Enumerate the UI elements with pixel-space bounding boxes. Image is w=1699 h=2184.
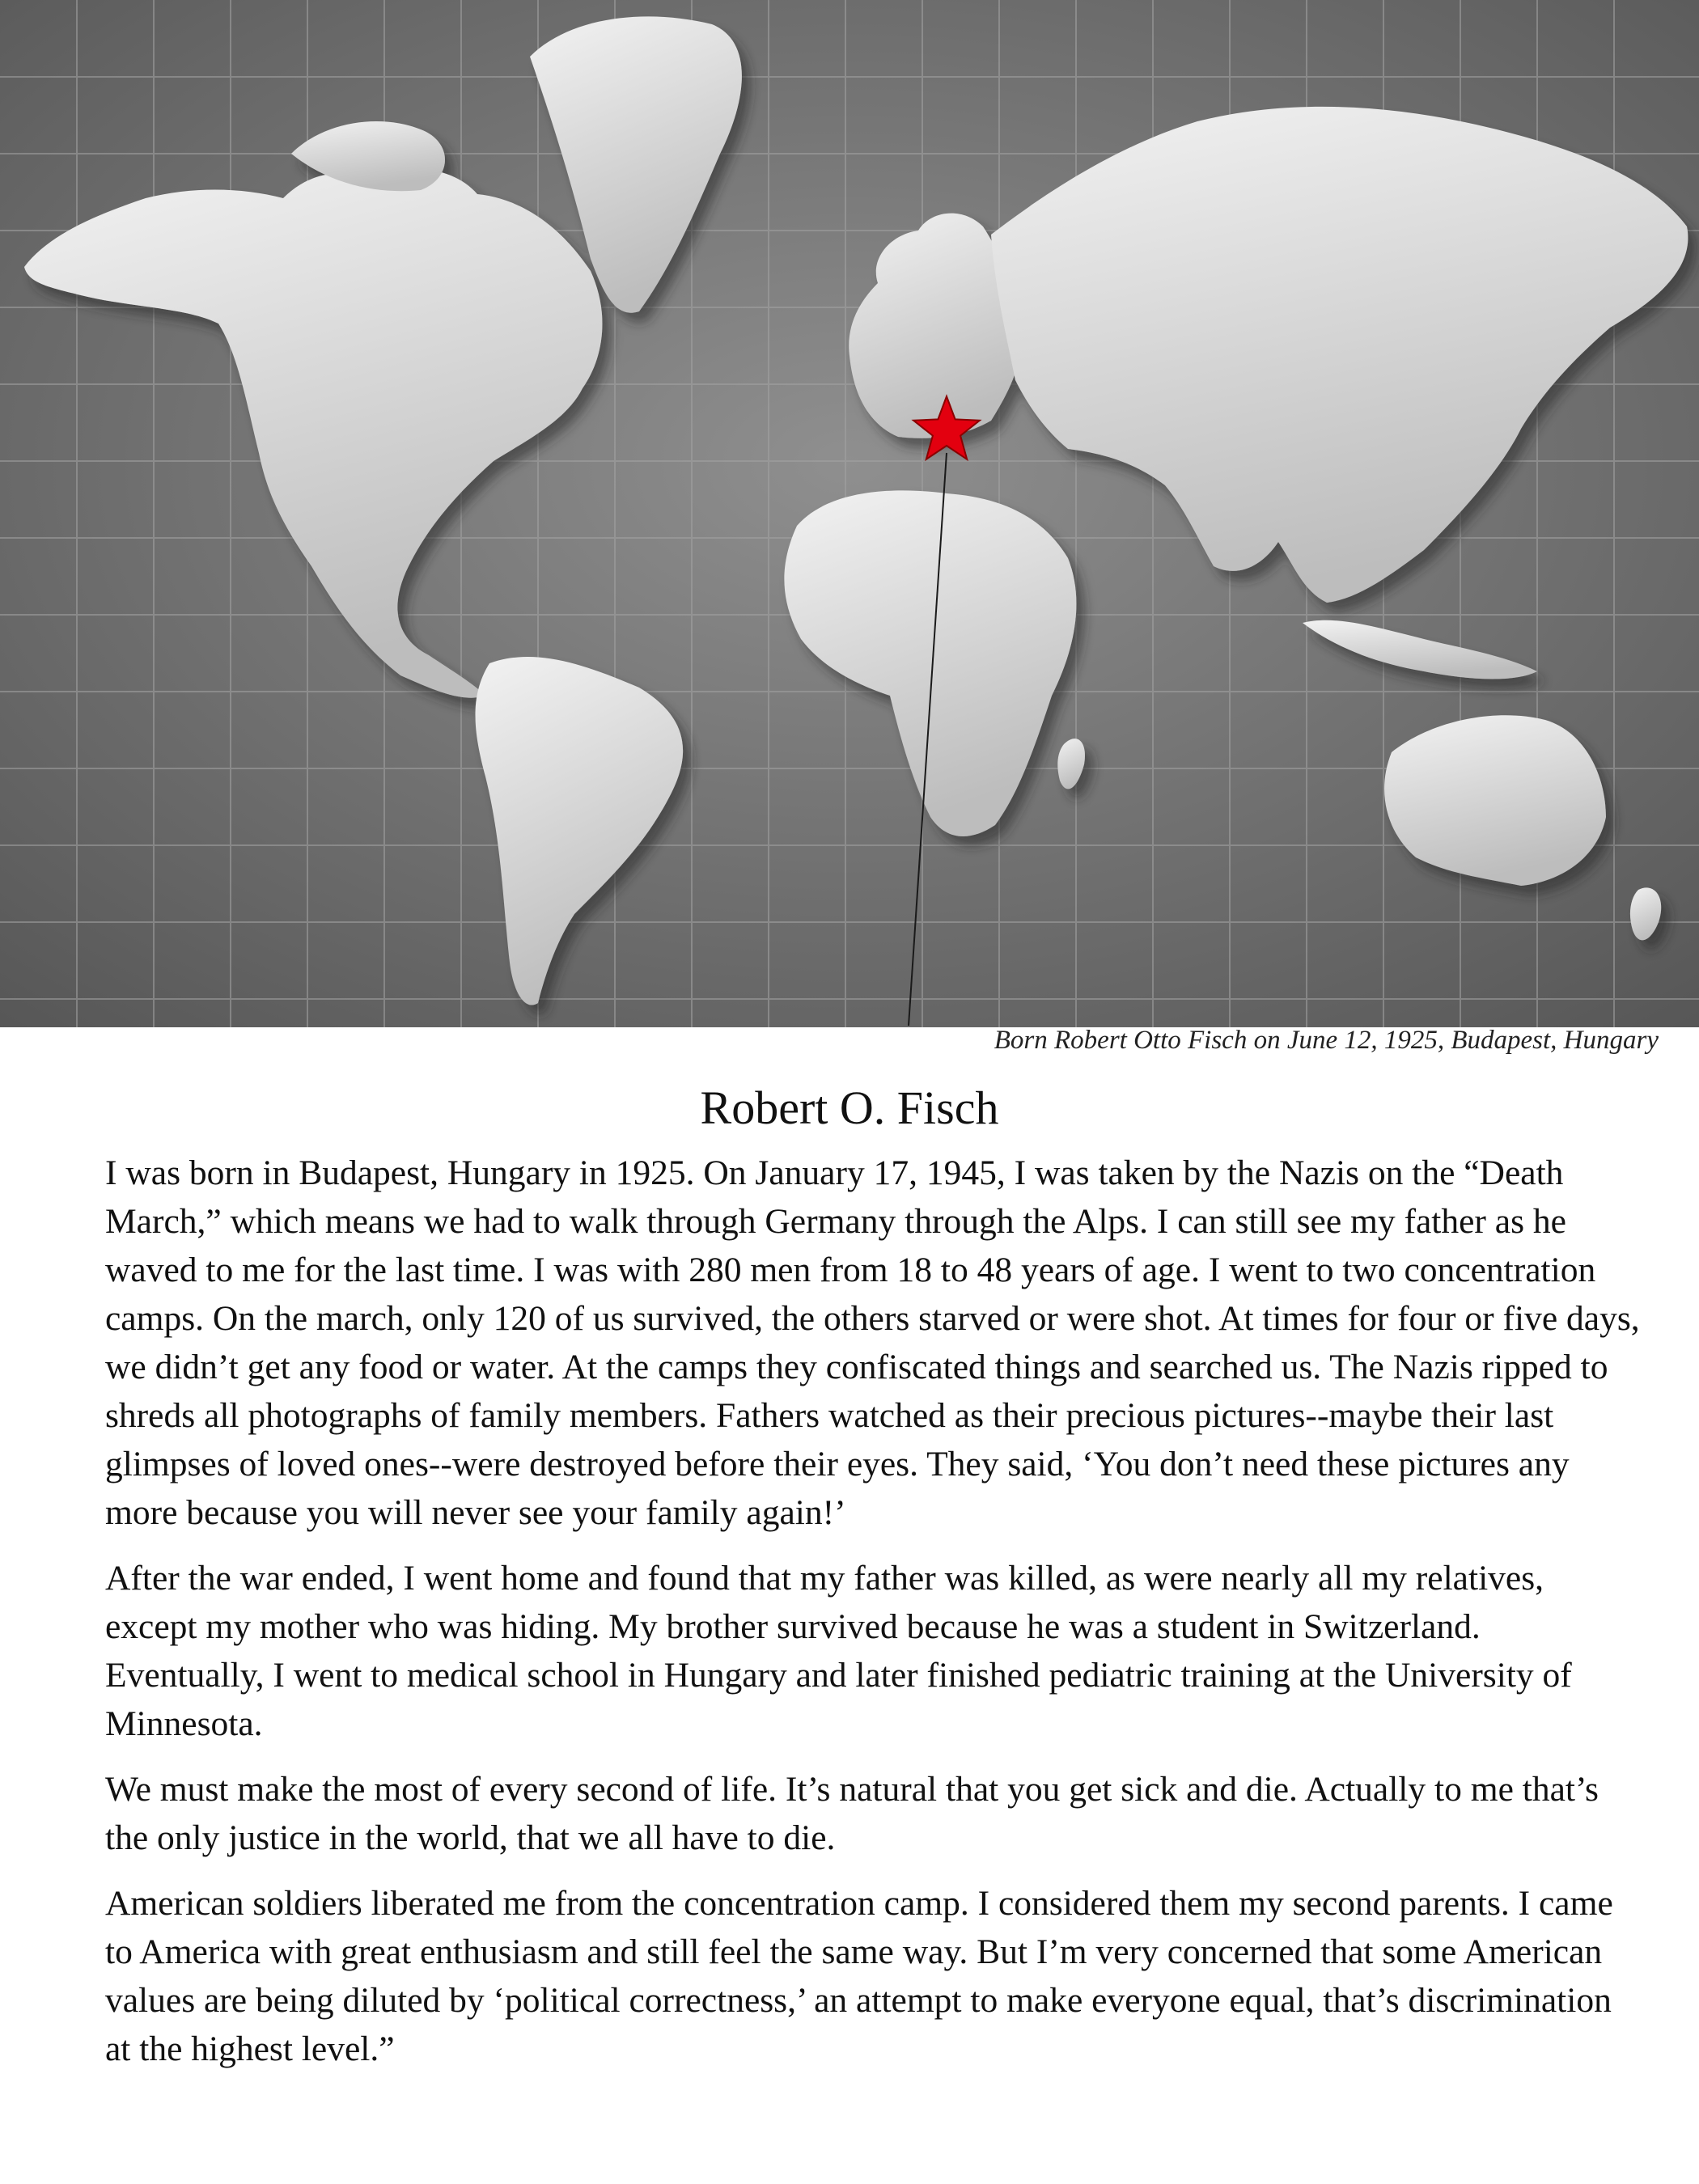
article-body (105, 1149, 1642, 2090)
map-caption: Born Robert Otto Fisch on June 12, 1925, Budapest, Hungary (994, 1026, 1659, 1055)
paragraph: I was born in Budapest, Hungary in 1925. On January 17, 1945, I was taken by the Nazis on the “Death March,” which means we had to walk through Germany through the Alps. I can still see my father as he waved to me for the last time. I was with 280 men from 18 to 48 years of age. I went to two concentration camps. On the march, only 120 of us survived, the others starved or were shot. At times for four or five days, we didn’t get any food or water. At the camps they confiscated things and searched us. The Nazis ripped to shreds all photographs of family members. Fathers watched as their precious pictures--maybe their last glimpses of loved ones--were destroyed before their eyes. They said, ‘You don’t need these pictures any more because you will never see your family again!’ (105, 1153, 1640, 1532)
world-map (0, 0, 1699, 1027)
paragraph: American soldiers liberated me from the concentration camp. I considered them my second parents. I came to America with great enthusiasm and still feel the same way. But I’m very concerned that some American values are being diluted by ‘political correctness,’ an attempt to make everyone equal, that’s discrimination at the highest level.” (105, 1884, 1613, 2068)
paragraph: After the war ended, I went home and found that my father was killed, as were nearly all my relatives, except my mother who was hiding. My brother survived because he was a student in Switzerland. Eventually, I went to medical school in Hungary and later finished pediatric training at the University of Minnesota. (105, 1559, 1572, 1743)
page-title: Robert O. Fisch (700, 1081, 999, 1134)
paragraph: We must make the most of every second of life. It’s natural that you get sick and die. Actually to me that’s the only justice in the world, that we all have to die. (105, 1770, 1599, 1857)
